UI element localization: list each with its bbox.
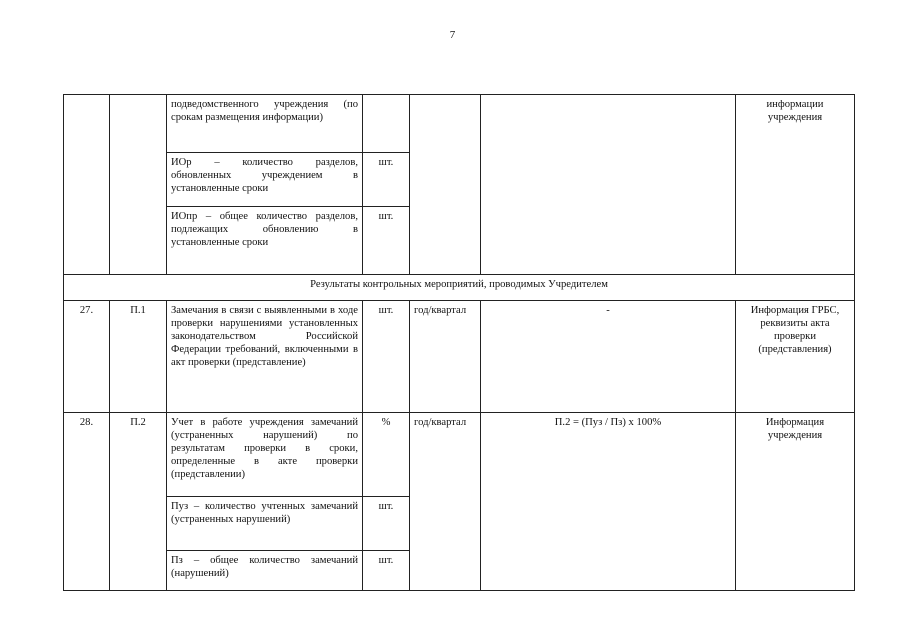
cell-formula [481,95,736,275]
cell-unit: шт. [363,497,410,551]
cell-unit: шт. [363,153,410,207]
cell-description: ИОпр – общее количество разделов, подлежащих обновлению в установленные сроки [167,207,363,275]
cell-num: 28. [64,413,110,591]
page-number: 7 [449,29,456,41]
cell-code: П.1 [110,301,167,413]
cell-source: информации учреждения [736,95,855,275]
cell-unit [363,95,410,153]
cell-description: ИОр – количество разделов, обновленных учреждением в установленные сроки [167,153,363,207]
cell-period: год/квартал [410,413,481,591]
cell-period: год/квартал [410,301,481,413]
cell-unit: шт. [363,551,410,591]
cell-formula: - [481,301,736,413]
cell-num: 27. [64,301,110,413]
cell-num [64,95,110,275]
cell-description: Пз – общее количество замечаний (нарушений) [167,551,363,591]
cell-unit: % [363,413,410,497]
section-row [64,275,855,301]
indicators-table [63,94,855,591]
cell-unit: шт. [363,207,410,275]
cell-code [110,95,167,275]
cell-description: Замечания в связи с выявленными в ходе проверки нарушениями установленных законодательством Российской Федерации требований, включенными в акт проверки (представление) [167,301,363,413]
table-row [64,301,855,413]
table-row [64,95,855,153]
cell-code: П.2 [110,413,167,591]
cell-period [410,95,481,275]
cell-formula: П.2 = (Пуз / Пз) х 100% [481,413,736,591]
cell-source: Информация ГРБС, реквизиты акта проверки (представления) [736,301,855,413]
cell-unit: шт. [363,301,410,413]
cell-description: Пуз – количество учтенных замечаний (устраненных нарушений) [167,497,363,551]
table-row [64,413,855,497]
cell-source: Информация учреждения [736,413,855,591]
section-title: Результаты контрольных мероприятий, проводимых Учредителем [64,275,855,301]
cell-description: подведомственного учреждения (по срокам размещения информации) [167,95,363,153]
cell-description: Учет в работе учреждения замечаний (устраненных нарушений) по результатам проверки в сроки, определенные в акте проверки (представлении) [167,413,363,497]
